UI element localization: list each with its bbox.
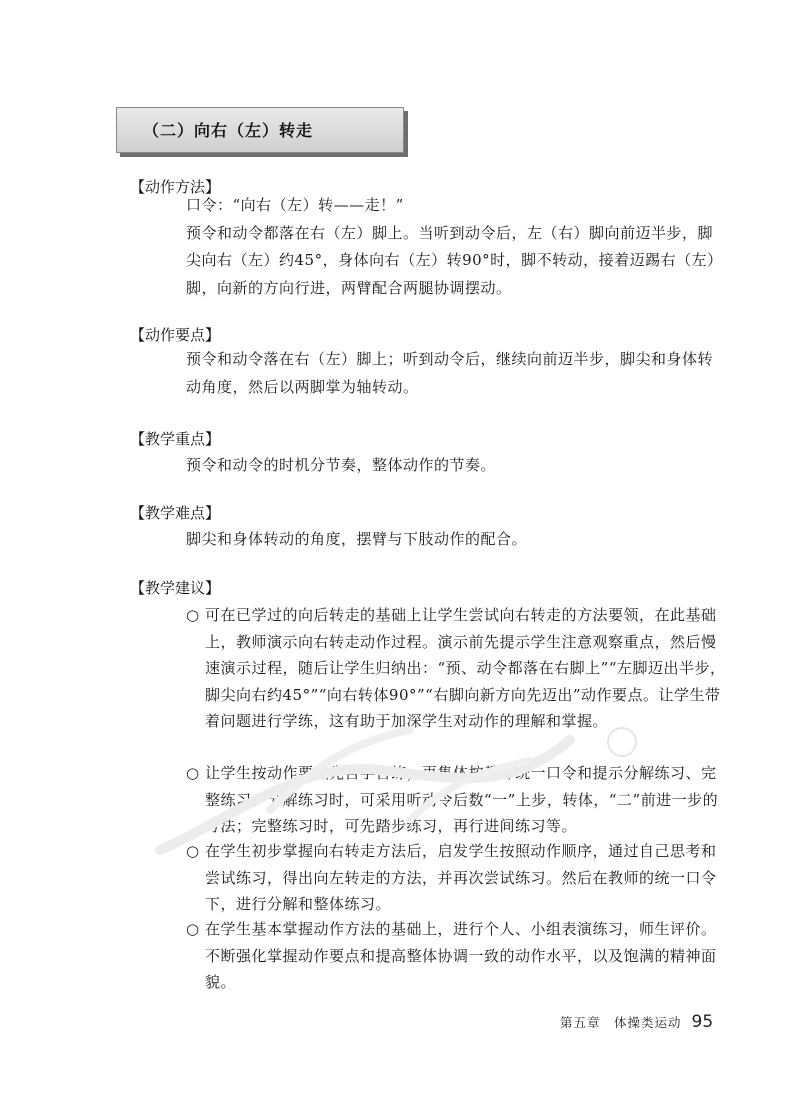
- method-command: 口令：“向右（左）转——走！”: [186, 196, 404, 214]
- page-footer: [560, 1012, 713, 1032]
- suggestion-item: [186, 916, 726, 996]
- suggestion-text: 可在已学过的向后转走的基础上让学生尝试向右转走的方法要领，在此基础上，教师演示向右转走动作过程。演示前先提示学生注意观察重点，然后慢速演示过程，随后让学生归纳出：“预、动令都落在右脚上”“左脚迈出半步，脚尖向右约45°”“向右转体90°”“右脚向新方向先迈出”动作要点。让学生带着问题进行学练，这有助于加深学生对动作的理解和掌握。: [205, 606, 726, 730]
- suggestion-text: 让学生按动作要点先自学自练，再集体按教师统一口令和提示分解练习、完整练习。分解练习时，可采用听动令后数“一”上步，转体，“二”前进一步的方法；完整练习时，可先踏步练习，再行进间练习等。: [205, 764, 719, 835]
- circle-bullet-icon: ○: [186, 842, 200, 860]
- teaching-difficulty-text: 脚尖和身体转动的角度，摆臂与下肢动作的配合。: [186, 530, 528, 548]
- suggestion-item: [186, 838, 726, 918]
- suggestion-item: [186, 602, 726, 735]
- teaching-focus-text: 预令和动令的时机分节奏，整体动作的节奏。: [186, 456, 497, 474]
- teaching-focus-heading: 【教学重点】: [130, 430, 221, 448]
- key-points-text: 预令和动令落在右（左）脚上；听到动令后，继续向前迈半步，脚尖和身体转动角度，然后以两脚掌为轴转动。: [186, 350, 714, 396]
- page-number: 95: [691, 1012, 714, 1032]
- circle-bullet-icon: ○: [186, 764, 200, 782]
- suggestion-text: 在学生初步掌握向右转走方法后，启发学生按照动作顺序，通过自己思考和尝试练习，得出向左转走的方法，并再次尝试练习。然后在教师的统一口令下，进行分解和整体练习。: [205, 842, 717, 913]
- section-title: （二）向右（左）转走: [143, 121, 314, 140]
- chapter-label: 第五章 体操类运动: [560, 1015, 682, 1030]
- suggestion-item: [186, 760, 726, 840]
- circle-bullet-icon: ○: [186, 920, 200, 938]
- method-text: 预令和动令都落在右（左）脚上。当听到动令后，左（右）脚向前迈半步，脚尖向右（左）约45°，身体向右（左）转90°时，脚不转动，接着迈踢右（左）脚，向新的方向行进，两臂配合两腿协调摆动。: [186, 223, 723, 297]
- suggestion-text: 在学生基本掌握动作方法的基础上，进行个人、小组表演练习，师生评价。不断强化掌握动作要点和提高整体协调一致的动作水平，以及饱满的精神面貌。: [205, 920, 717, 991]
- circle-bullet-icon: ○: [186, 606, 200, 624]
- suggestions-heading: 【教学建议】: [130, 579, 221, 597]
- key-points-heading: 【动作要点】: [130, 326, 221, 344]
- method-heading: 【动作方法】: [130, 178, 221, 196]
- teaching-difficulty-heading: 【教学难点】: [130, 504, 221, 522]
- section-title-box: [116, 107, 404, 153]
